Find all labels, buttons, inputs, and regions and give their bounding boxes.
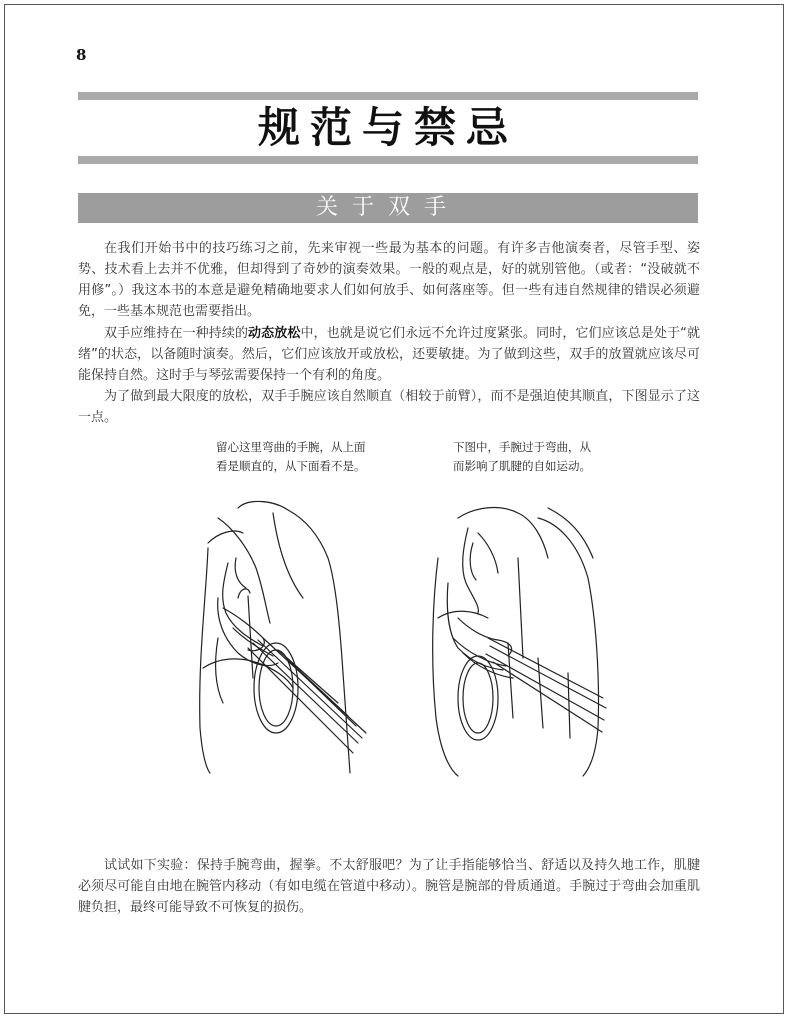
chapter-title: 规范与禁忌 (257, 103, 518, 152)
title-rule-top (78, 92, 698, 100)
figure-correct-wrist (178, 438, 378, 783)
guitar-hand-illustration-right (418, 488, 618, 788)
page-number: 8 (76, 46, 87, 64)
figure-bent-wrist (418, 438, 618, 783)
paragraph-experiment: 试试如下实验：保持手腕弯曲，握拳。不太舒服吧？为了让手指能够恰当、舒适以及持久地工作，肌腱必须尽可能自由地在腕管内移动（有如电缆在管道中移动）。腕管是腕部的骨质通道。手腕过于弯曲会加重肌腱负担，最终可能导致不可恢复的损伤。 (78, 858, 700, 915)
guitar-hand-illustration-left (178, 488, 378, 788)
title-rule-bottom (78, 156, 698, 164)
figure-right-caption: 下图中，手腕过于弯曲，从 而影响了肌腱的自如运动。 (453, 440, 591, 473)
paragraph-relaxation-start: 双手应维持在一种持续的 (104, 326, 249, 341)
paragraph-intro: 在我们开始书中的技巧练习之前，先来审视一些最为基本的问题。有许多吉他演奏者，尽管手型、姿势、技术看上去并不优雅，但却得到了奇妙的演奏效果。一般的观点是，好的就别管他。（或者：“没破就不用修”。）我这本书的本意是避免精确地要求人们如何放手、如何落座等。但一些有违自然规律的错误必须避免，一些基本规范也需要指出。 (78, 241, 700, 319)
section-heading: 关于双手 (78, 193, 698, 223)
dynamic-relaxation-term: 动态放松 (248, 326, 301, 341)
paragraph-relaxation-end: 中，也就是说它们永远不允许过度紧张。同时，它们应该总是处于“就绪”的状态，以备随时演奏。然后，它们应该放开或放松，还要敏捷。为了做到这些，双手的放置就应该尽可能保持自然。这时手与琴弦需要保持一个有利的角度。 (78, 326, 700, 383)
paragraph-wrist: 为了做到最大限度的放松，双手手腕应该自然顺直（相较于前臂），而不是强迫使其顺直，下图显示了这一点。 (78, 389, 700, 425)
paragraph-relaxation (78, 323, 700, 386)
figure-left-caption: 留心这里弯曲的手腕，从上面 看是顺直的，从下面看不是。 (216, 440, 366, 473)
